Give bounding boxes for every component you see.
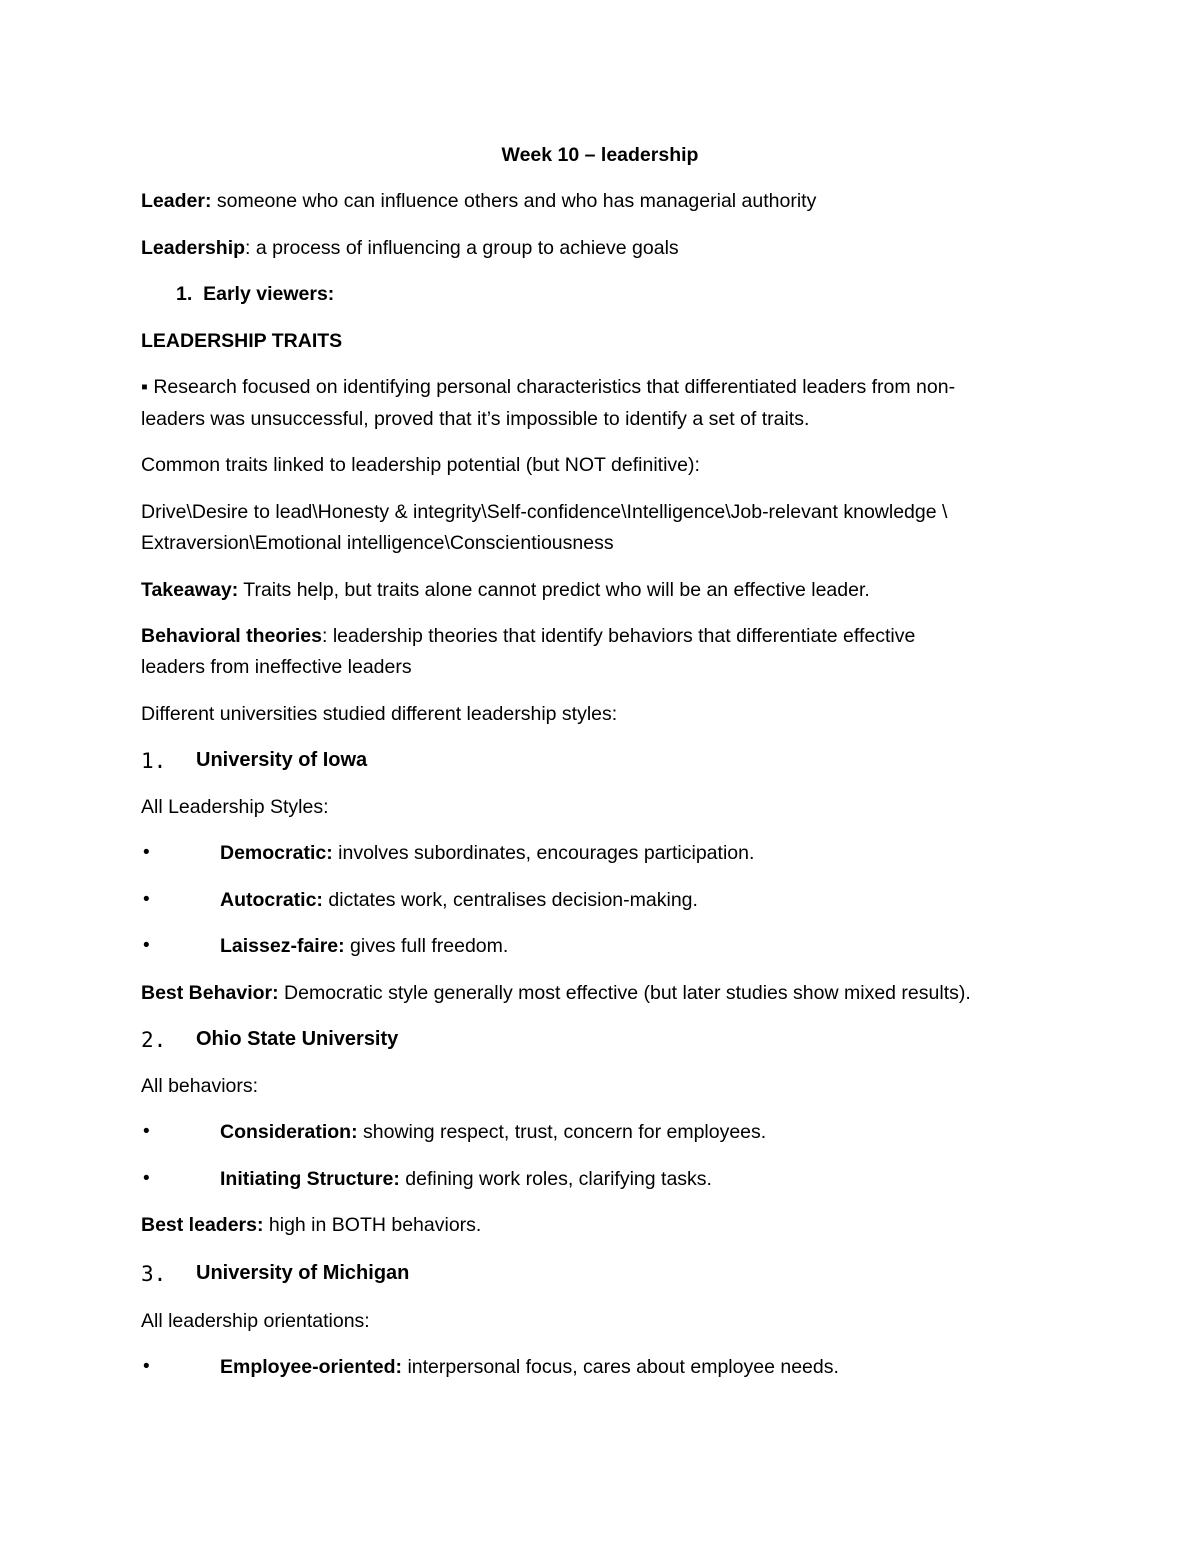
ohio-intro: All behaviors: — [141, 1075, 259, 1097]
leader-definition — [141, 190, 816, 213]
traits-list-line-1: Drive\Desire to lead\Honesty & integrity\Self-confidence\Intelligence\Job-relevant knowledge \ — [141, 501, 948, 523]
behavioral-term: Behavioral theories — [141, 625, 322, 647]
ohio-number: 2. — [141, 1028, 167, 1052]
bullet-text: interpersonal focus, cares about employee needs. — [402, 1356, 839, 1378]
research-line-2: leaders was unsuccessful, proved that it’s impossible to identify a set of traits. — [141, 408, 810, 430]
traits-heading: LEADERSHIP TRAITS — [141, 330, 343, 352]
takeaway — [141, 579, 870, 602]
behavioral-text: : leadership theories that identify behaviors that differentiate effective — [321, 625, 916, 647]
common-traits-intro: Common traits linked to leadership potential (but NOT definitive): — [141, 454, 700, 476]
bullet-icon: • — [143, 935, 150, 956]
michigan-intro: All leadership orientations: — [141, 1310, 370, 1332]
best-term: Best leaders: — [141, 1214, 264, 1236]
best-text: high in BOTH behaviors. — [263, 1214, 482, 1236]
bullet-icon: • — [143, 1356, 150, 1377]
bullet-term: Initiating Structure: — [220, 1168, 400, 1190]
bullet-term: Laissez-faire: — [220, 935, 345, 957]
michigan-heading: University of Michigan — [196, 1262, 410, 1284]
iowa-number: 1. — [141, 749, 167, 773]
universities-intro: Different universities studied different leadership styles: — [141, 703, 618, 725]
early-viewers-label: Early viewers: — [203, 283, 335, 305]
bullet-text: gives full freedom. — [344, 935, 509, 957]
bullet-term: Democratic: — [220, 842, 333, 864]
leadership-definition — [141, 237, 679, 260]
iowa-heading: University of Iowa — [196, 749, 368, 771]
bullet-term: Consideration: — [220, 1121, 358, 1143]
bullet-term: Autocratic: — [220, 889, 323, 911]
bullet-text: defining work roles, clarifying tasks. — [399, 1168, 712, 1190]
iowa-bullet-autocratic — [220, 889, 698, 912]
traits-list-line-2: Extraversion\Emotional intelligence\Conscientiousness — [141, 532, 614, 554]
iowa-intro: All Leadership Styles: — [141, 796, 329, 818]
leadership-term: Leadership — [141, 237, 246, 259]
bullet-icon: • — [143, 1121, 150, 1142]
best-text: Democratic style generally most effective (but later studies show mixed results). — [278, 982, 971, 1004]
early-viewers-number: 1. — [176, 283, 193, 305]
leader-term: Leader: — [141, 190, 212, 212]
ohio-bullet-consideration — [220, 1121, 766, 1144]
ohio-bullet-initiating-structure — [220, 1168, 712, 1191]
bullet-term: Employee-oriented: — [220, 1356, 403, 1378]
iowa-best-behavior — [141, 982, 971, 1005]
behavioral-theories — [141, 625, 915, 648]
bullet-text: involves subordinates, encourages participation. — [332, 842, 755, 864]
bullet-text: dictates work, centralises decision-making. — [322, 889, 698, 911]
bullet-icon: • — [143, 842, 150, 863]
ohio-heading: Ohio State University — [196, 1028, 399, 1050]
bullet-icon: • — [143, 889, 150, 910]
ohio-best-leaders — [141, 1214, 481, 1237]
michigan-bullet-employee-oriented — [220, 1356, 839, 1379]
leader-text: someone who can influence others and who has managerial authority — [211, 190, 817, 212]
iowa-bullet-laissez-faire — [220, 935, 508, 958]
best-term: Best Behavior: — [141, 982, 279, 1004]
bullet-text: showing respect, trust, concern for employees. — [357, 1121, 767, 1143]
leadership-text: : a process of influencing a group to achieve goals — [245, 237, 679, 259]
takeaway-text: Traits help, but traits alone cannot predict who will be an effective leader. — [238, 579, 870, 601]
michigan-number: 3. — [141, 1262, 167, 1286]
research-line-1: ▪ Research focused on identifying personal characteristics that differentiated leaders from non- — [141, 376, 956, 398]
page-title: Week 10 – leadership — [501, 144, 699, 166]
bullet-icon: • — [143, 1168, 150, 1189]
behavioral-line-2: leaders from ineffective leaders — [141, 656, 412, 678]
early-viewers-heading — [176, 283, 334, 306]
takeaway-term: Takeaway: — [141, 579, 239, 601]
iowa-bullet-democratic — [220, 842, 754, 865]
